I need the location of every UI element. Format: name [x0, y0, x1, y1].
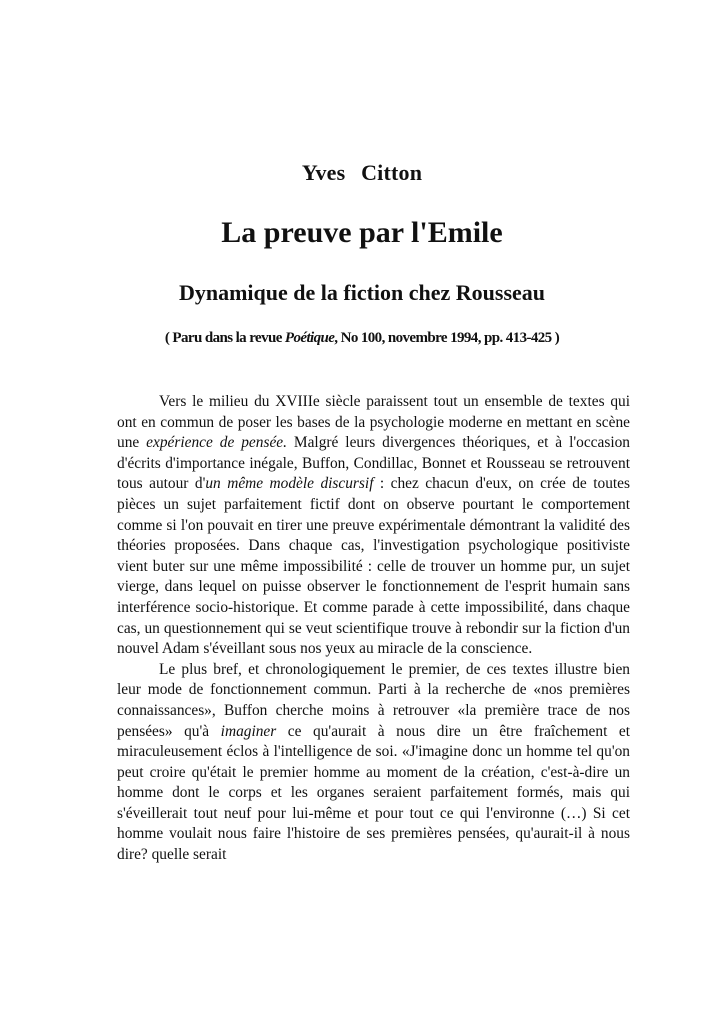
body-text — [117, 392, 630, 866]
journal-name: Poétique — [284, 330, 335, 346]
article-title: La preuve par l'Emile — [221, 216, 503, 249]
text-run: Le plus bref, et chronologiquement le premier, de ces textes illustre bien leur mode de fonctionnement commun. Parti à la recherche de «nos premières connaissances», Buffon cherche moins à retrouver «la première trace de nos pensées» qu'à — [117, 660, 630, 740]
italic-run: imaginer — [220, 722, 277, 740]
text-run: Vers le milieu du XVIIIe siècle paraissent tout un ensemble de textes qui ont en commun de poser les bases de la psychologie moderne en mettant en scène une — [117, 393, 630, 452]
publication-suffix: , No 100, novembre 1994, pp. 413-425 ) — [334, 330, 560, 346]
author-name: Yves Citton — [301, 160, 423, 185]
publication-note — [0, 330, 724, 347]
paragraph — [117, 660, 630, 866]
article-subtitle: Dynamique de la fiction chez Rousseau — [178, 280, 546, 305]
publication-prefix: ( Paru dans la revue — [164, 330, 285, 346]
text-run: ce qu'aurait à nous dire un être fraîchement et miraculeusement éclos à l'intelligence de soi. «J'imagine donc un homme tel qu'on peut croire qu'était le premier homme au moment de la création, c'est-à-dire un homme dont le corps et les organes seraient parfaitement formés, mais qui s'éveillerait tout neuf pour lui-même et pour tout ce qui l'environne (…) Si cet homme voulait nous faire l'histoire de ses premières pensées, qu'aurait-il à nous dire? quelle serait — [117, 722, 631, 864]
text-run: : chez chacun d'eux, on crée de toutes pièces un sujet parfaitement fictif dont on observe pourtant le comportement comme si l'on pouvait en tirer une preuve expérimentale démontrant la validité des théories proposées. Dans chaque cas, l'investigation psychologique positiviste vient buter sur une même impossibilité : celle de trouver un homme pur, un sujet vierge, dans lequel on puisse observer le fonctionnement de l'esprit humain sans interférence socio-historique. Et comme parade à cette impossibilité, dans chaque cas, un questionnement qui se veut scientifique trouve à rebondir sur la fiction d'un nouvel Adam s'éveillant sous nos yeux au miracle de la conscience. — [117, 475, 630, 658]
paragraph — [117, 392, 630, 660]
text-run: Malgré leurs divergences théoriques, et à l'occasion d'écrits d'importance inégale, Buffon, Condillac, Bonnet et Rousseau se retrouvent tous autour d' — [117, 434, 630, 493]
italic-run: expérience de pensée. — [146, 434, 287, 452]
italic-run: un même modèle discursif — [205, 475, 374, 493]
